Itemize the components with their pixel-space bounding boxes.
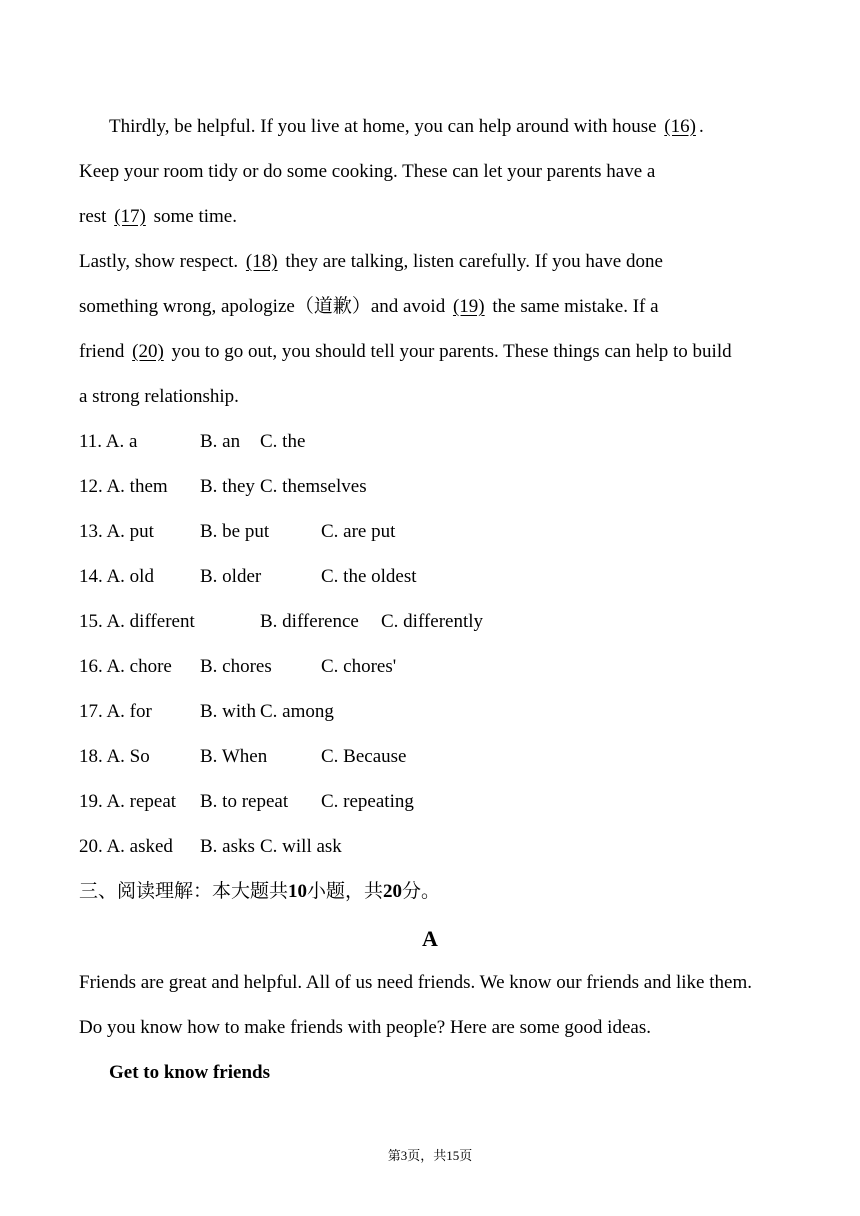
option-a: 18. A. So	[79, 746, 150, 767]
question-row	[79, 476, 579, 498]
passage-text: you to go out, you should tell your parents. These things can help to build	[171, 341, 732, 362]
passage-line-3	[79, 206, 237, 228]
question-count: 10	[288, 881, 308, 902]
passage-line-1	[109, 116, 704, 138]
option-a: 11. A. a	[79, 431, 138, 452]
option-c: C. will ask	[260, 836, 342, 857]
reading-line-2	[79, 1017, 651, 1039]
passage-text: friend	[79, 341, 125, 362]
option-b: B. chores	[200, 656, 272, 677]
passage-text: a strong relationship.	[79, 386, 239, 407]
option-b: B. with	[200, 701, 256, 722]
option-a: 16. A. chore	[79, 656, 172, 677]
option-a: 20. A. asked	[79, 836, 173, 857]
score-value: 20	[383, 881, 403, 902]
question-row	[79, 701, 579, 723]
section-heading-text: 分。	[402, 881, 441, 902]
option-c: C. themselves	[260, 476, 367, 497]
option-b: B. they	[200, 476, 255, 497]
option-b: B. an	[200, 431, 241, 452]
blank-20: (20)	[132, 341, 164, 362]
option-a: 14. A. old	[79, 566, 154, 587]
passage-text: the same mistake. If a	[492, 296, 659, 317]
option-c: C. Because	[321, 746, 407, 767]
question-row	[79, 836, 579, 858]
option-a: 15. A. different	[79, 611, 195, 632]
option-b: B. asks	[200, 836, 255, 857]
reading-line-1	[79, 972, 752, 994]
option-c: C. among	[260, 701, 334, 722]
question-row	[79, 431, 579, 453]
passage-line-2	[79, 161, 655, 183]
blank-17: (17)	[114, 206, 146, 227]
question-row	[79, 791, 579, 813]
blank-19: (19)	[452, 296, 485, 317]
section-heading-text: 三、阅读理解：本大题共	[79, 881, 289, 902]
passage-text: Keep your room tidy or do some cooking. These can let your parents have a	[79, 161, 656, 182]
section-heading	[79, 881, 440, 903]
option-b: B. difference	[260, 611, 359, 632]
passage-line-6	[79, 341, 732, 363]
section-heading-text: 小题，共	[307, 881, 384, 902]
option-b: B. to repeat	[200, 791, 289, 812]
passage-title: A	[422, 926, 438, 951]
question-row	[79, 746, 579, 768]
passage-line-4	[79, 251, 663, 273]
passage-text: Do you know how to make friends with people? Here are some good ideas.	[79, 1017, 651, 1038]
passage-text: some time.	[153, 206, 237, 227]
passage-text: something wrong, apologize（道歉）and avoid	[79, 296, 446, 317]
passage-line-7	[79, 386, 239, 408]
option-a: 13. A. put	[79, 521, 154, 542]
option-c: C. are put	[321, 521, 396, 542]
question-row	[79, 521, 579, 543]
blank-18: (18)	[245, 251, 278, 272]
passage-text: Friends are great and helpful. All of us need friends. We know our friends and like them.	[79, 972, 752, 993]
passage-line-5	[79, 296, 659, 318]
option-a: 17. A. for	[79, 701, 152, 722]
blank-16: (16)	[664, 116, 696, 137]
option-c: C. chores'	[321, 656, 397, 677]
question-row	[79, 611, 579, 633]
option-c: C. the	[260, 431, 306, 452]
question-row	[79, 656, 579, 678]
passage-text: they are talking, listen carefully. If you have done	[285, 251, 663, 272]
option-c: C. repeating	[321, 791, 414, 812]
option-a: 12. A. them	[79, 476, 168, 497]
passage-text: rest	[79, 206, 107, 227]
passage-text: Lastly, show respect.	[79, 251, 239, 272]
question-row	[79, 566, 579, 588]
option-b: B. be put	[200, 521, 270, 542]
passage-text: .	[698, 116, 704, 137]
page-footer: 第3页，共15页	[387, 1148, 473, 1163]
passage-text: Thirdly, be helpful. If you live at home, you can help around with house	[109, 116, 657, 137]
option-c: C. the oldest	[321, 566, 417, 587]
subheading: Get to know friends	[109, 1062, 270, 1083]
option-b: B. older	[200, 566, 262, 587]
option-c: C. differently	[381, 611, 484, 632]
option-b: B. When	[200, 746, 268, 767]
option-a: 19. A. repeat	[79, 791, 177, 812]
